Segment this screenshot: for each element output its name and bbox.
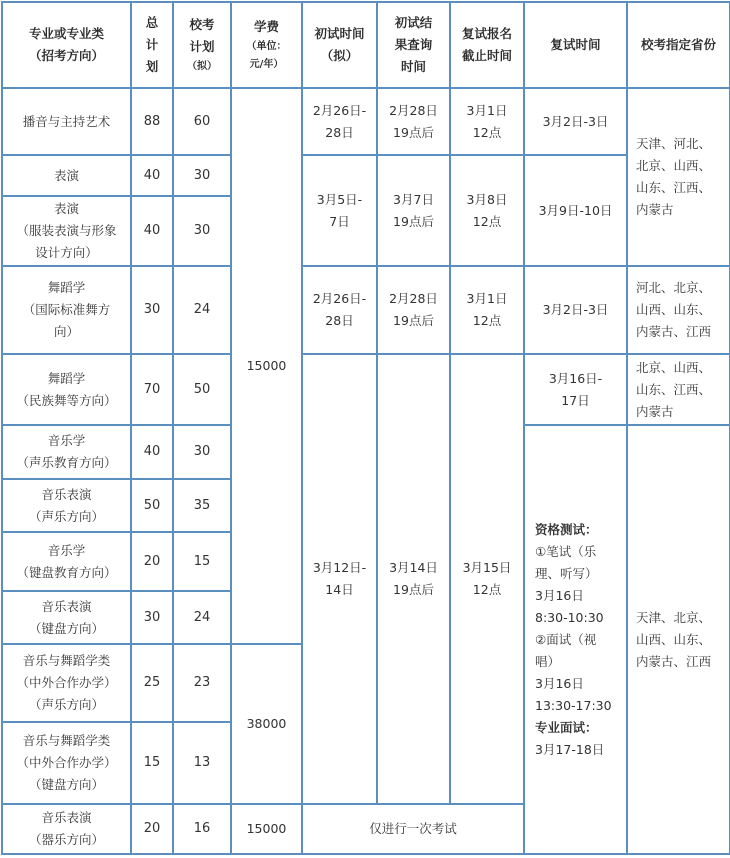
header-prelim-time: 初试时间 （拟） <box>302 2 377 88</box>
major-cell: 表演 <box>2 155 131 196</box>
major-cell: 表演 （服装表演与形象 设计方向） <box>2 196 131 266</box>
total-cell: 40 <box>131 196 173 266</box>
retest-cell: 3月2日-3日 <box>524 266 627 354</box>
province-cell: 北京、山西、 山东、江西、 内蒙古 <box>627 354 730 425</box>
once-exam-note: 仅进行一次考试 <box>302 804 524 854</box>
result-cell: 3月14日 19点后 <box>377 354 450 804</box>
retest-cell: 3月16日- 17日 <box>524 354 627 425</box>
school-cell: 23 <box>173 644 231 722</box>
major-cell: 音乐表演 （声乐方向） <box>2 479 131 532</box>
deadline-cell: 3月8日 12点 <box>450 155 524 266</box>
deadline-cell: 3月15日 12点 <box>450 354 524 804</box>
deadline-cell: 3月1日 12点 <box>450 266 524 354</box>
total-cell: 20 <box>131 532 173 591</box>
school-cell: 30 <box>173 425 231 479</box>
table-row <box>2 88 730 155</box>
retest-cell: 3月9日-10日 <box>524 155 627 266</box>
school-cell: 24 <box>173 266 231 354</box>
header-fee: 学费 （单位： 元/年） <box>231 2 302 88</box>
header-row <box>2 2 730 88</box>
total-cell: 25 <box>131 644 173 722</box>
major-cell: 舞蹈学 （民族舞等方向） <box>2 354 131 425</box>
header-major: 专业或专业类 （招考方向） <box>2 2 131 88</box>
result-cell: 2月28日 19点后 <box>377 88 450 155</box>
total-cell: 40 <box>131 425 173 479</box>
header-retest-time: 复试时间 <box>524 2 627 88</box>
major-cell: 舞蹈学 （国际标准舞方 向） <box>2 266 131 354</box>
school-cell: 50 <box>173 354 231 425</box>
major-cell: 播音与主持艺术 <box>2 88 131 155</box>
major-cell: 音乐与舞蹈学类 （中外合作办学） （声乐方向） <box>2 644 131 722</box>
prelim-cell: 2月26日- 28日 <box>302 88 377 155</box>
total-cell: 30 <box>131 266 173 354</box>
total-cell: 30 <box>131 591 173 644</box>
school-cell: 60 <box>173 88 231 155</box>
table-row <box>2 155 730 196</box>
prelim-cell: 3月12日- 14日 <box>302 354 377 804</box>
table-row <box>2 266 730 354</box>
fee-cell: 15000 <box>231 88 302 644</box>
total-cell: 20 <box>131 804 173 854</box>
total-cell: 40 <box>131 155 173 196</box>
school-cell: 16 <box>173 804 231 854</box>
header-total: 总 计 划 <box>131 2 173 88</box>
school-cell: 24 <box>173 591 231 644</box>
table-row <box>2 354 730 425</box>
header-school-plan: 校考 计划 （拟） <box>173 2 231 88</box>
prelim-cell: 2月26日- 28日 <box>302 266 377 354</box>
province-cell: 天津、北京、 山西、山东、 内蒙古、江西 <box>627 425 730 854</box>
major-cell: 音乐表演 （键盘方向） <box>2 591 131 644</box>
school-cell: 35 <box>173 479 231 532</box>
school-cell: 13 <box>173 722 231 804</box>
result-cell: 2月28日 19点后 <box>377 266 450 354</box>
fee-cell: 38000 <box>231 644 302 804</box>
deadline-cell: 3月1日 12点 <box>450 88 524 155</box>
total-cell: 50 <box>131 479 173 532</box>
school-cell: 30 <box>173 155 231 196</box>
school-cell: 30 <box>173 196 231 266</box>
fee-cell: 15000 <box>231 804 302 854</box>
major-cell: 音乐学 （声乐教育方向） <box>2 425 131 479</box>
province-cell: 河北、北京、 山西、山东、 内蒙古、江西 <box>627 266 730 354</box>
result-cell: 3月7日 19点后 <box>377 155 450 266</box>
province-cell: 天津、河北、 北京、山西、 山东、江西、 内蒙古 <box>627 88 730 266</box>
total-cell: 70 <box>131 354 173 425</box>
total-cell: 15 <box>131 722 173 804</box>
major-cell: 音乐与舞蹈学类 （中外合作办学） （键盘方向） <box>2 722 131 804</box>
school-cell: 15 <box>173 532 231 591</box>
major-cell: 音乐表演 （器乐方向） <box>2 804 131 854</box>
admissions-table <box>1 1 730 855</box>
header-deadline: 复试报名 截止时间 <box>450 2 524 88</box>
music-retest-schedule: 资格测试： ①笔试（乐 理、听写） 3月16日 8:30-10:30 ②面试（视 唱） 3月16日 13:30-17:30 专业面试： 3月17-18日 <box>524 425 627 854</box>
header-result-time: 初试结 果查询 时间 <box>377 2 450 88</box>
header-provinces: 校考指定省份 <box>627 2 730 88</box>
major-cell: 音乐学 （键盘教育方向） <box>2 532 131 591</box>
retest-cell: 3月2日-3日 <box>524 88 627 155</box>
total-cell: 88 <box>131 88 173 155</box>
prelim-cell: 3月5日- 7日 <box>302 155 377 266</box>
